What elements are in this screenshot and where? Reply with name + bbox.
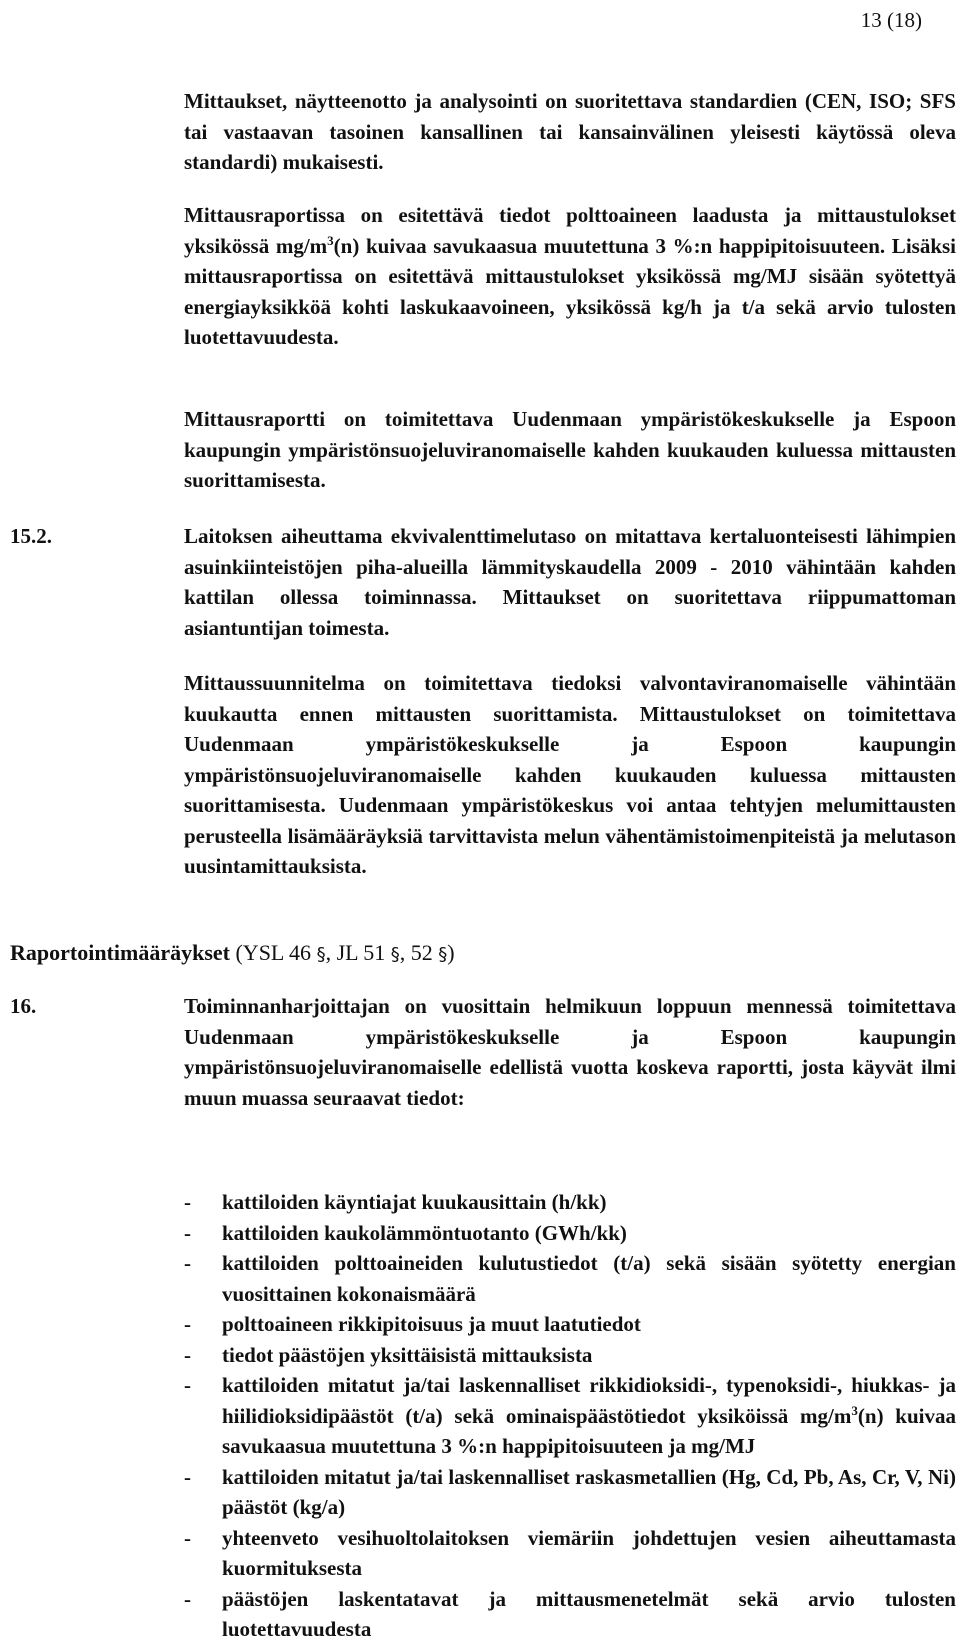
list-item <box>184 1340 956 1371</box>
section-number-15-2: 15.2. <box>10 524 52 548</box>
list-dash: - <box>184 1525 191 1550</box>
paragraph-standards: Mittaukset, näytteenotto ja analysointi on suoritettava standardien (CEN, ISO; SFS tai vastaavan tasoinen kansallinen tai kansainvälinen yleisesti käytössä oleva standardi) mukaisesti. <box>184 89 956 174</box>
paragraph-report-delivery: Mittausraportti on toimitettava Uudenmaan ympäristökeskukselle ja Espoon kaupungin ympäristönsuojeluviranomaiselle kahden kuukauden kuluessa mittausten suorittamisesta. <box>184 407 956 492</box>
list-item-text: polttoaineen rikkipitoisuus ja muut laatutiedot <box>222 1312 641 1336</box>
paragraph-measurement-report-part-1: Mittausraportissa on esitettävä tiedot polttoaineen laadusta ja mittaustulokset yksikössä mg/m <box>184 203 956 258</box>
list-item-text: päästöjen laskentatavat ja mittausmenetelmät sekä arvio tulosten luotettavuudesta <box>222 1586 956 1641</box>
heading-ref-3: , 52 <box>399 940 439 965</box>
list-dash: - <box>184 1464 191 1489</box>
list-item <box>184 1523 956 1584</box>
superscript-3: 3 <box>327 232 334 248</box>
report-items-list <box>184 1187 956 1645</box>
paragraph-annual-report: Toiminnanharjoittajan on vuosittain helmikuun loppuun mennessä toimitettava Uudenmaan ympäristökeskukselle ja Espoon kaupungin ympäristönsuojeluviranomaiselle edellistä vuotta koskeva raportti, josta käyvät ilmi muun muassa seuraavat tiedot: <box>184 994 956 1110</box>
heading-ref-4: ) <box>447 940 455 965</box>
section-symbol-icon: § <box>316 944 326 965</box>
list-item <box>184 1584 956 1645</box>
list-item <box>184 1309 956 1340</box>
section-number-16: 16. <box>10 994 37 1018</box>
heading-ref-2: , JL 51 <box>325 940 391 965</box>
list-dash: - <box>184 1220 191 1245</box>
list-item-text: kattiloiden kaukolämmöntuotanto (GWh/kk) <box>222 1220 627 1245</box>
list-item <box>184 1370 956 1462</box>
list-item <box>184 1462 956 1523</box>
list-item <box>184 1187 956 1218</box>
paragraph-measurement-report-part-2: (n) kuivaa savukaasua muutettuna 3 %:n happipitoisuuteen. Lisäksi mittausraportissa on esitettävä mittaustulokset yksikössä mg/MJ sisään syötettyä energiayksikköä kohti laskukaavoineen, yksikössä kg/h ja t/a sekä arvio tulosten luotettavuudesta. <box>184 233 957 349</box>
list-item <box>184 1248 956 1309</box>
paragraph-measurement-plan: Mittaussuunnitelma on toimitettava tiedoksi valvontaviranomaiselle vähintään kuukautta ennen mittausten suorittamista. Mittaustulokset on toimitettava Uudenmaan ympäristökeskukselle ja Espoon kaupungin ympäristönsuojeluviranomaiselle kahden kuukauden kuluessa mittausten suorittamisesta. Uudenmaan ympäristökeskus voi antaa tehtyjen melumittausten perusteella lisämääräyksiä tarvittavista melun vähentämistoimenpiteistä ja melutason uusintamittauksista. <box>184 671 956 878</box>
list-dash: - <box>184 1251 191 1275</box>
section-heading-reporting <box>10 938 455 970</box>
list-dash: - <box>184 1586 191 1611</box>
section-symbol-icon: § <box>390 944 400 965</box>
list-dash: - <box>184 1373 191 1397</box>
section-symbol-icon: § <box>438 944 448 965</box>
superscript-3: 3 <box>851 1402 858 1418</box>
list-item-text-part-1: kattiloiden mitatut ja/tai laskennalliset rikkidioksidi-, typenoksidi-, hiukkas- ja hiilidioksidipäästöt (t/a) sekä ominaispäästötiedot yksiköissä mg/m <box>222 1373 956 1428</box>
list-item-text-part-2: (n) kuivaa savukaasua muutettuna 3 %:n happipitoisuuteen ja mg/MJ <box>222 1403 957 1458</box>
list-item-text: kattiloiden käyntiajat kuukausittain (h/kk) <box>222 1190 607 1214</box>
list-item-text: tiedot päästöjen yksittäisistä mittauksista <box>222 1342 593 1367</box>
list-dash: - <box>184 1342 191 1367</box>
list-item <box>184 1218 956 1249</box>
list-item-text: kattiloiden mitatut ja/tai laskennalliset raskasmetallien (Hg, Cd, Pb, As, Cr, V, Ni) päästöt (kg/a) <box>222 1464 956 1519</box>
list-dash: - <box>184 1190 191 1214</box>
page-number: 13 (18) <box>860 8 922 32</box>
list-item-text: yhteenveto vesihuoltolaitoksen viemäriin johdettujen vesien aiheuttamasta kuormituksesta <box>222 1525 956 1580</box>
paragraph-measurement-report <box>184 200 956 353</box>
heading-title: Raportointimääräykset <box>10 940 230 965</box>
paragraph-noise-measurement: Laitoksen aiheuttama ekvivalenttimelutaso on mitattava kertaluonteisesti lähimpien asuinkiinteistöjen piha-alueilla lämmityskaudella 2009 - 2010 vähintään kahden kattilan ollessa toiminnassa. Mittaukset on suoritettava riippumattoman asiantuntijan toimesta. <box>184 524 956 640</box>
list-dash: - <box>184 1312 191 1336</box>
heading-ref-1: (YSL 46 <box>229 940 317 965</box>
list-item-text: kattiloiden polttoaineiden kulutustiedot (t/a) sekä sisään syötetty energian vuosittainen kokonaismäärä <box>222 1251 956 1306</box>
